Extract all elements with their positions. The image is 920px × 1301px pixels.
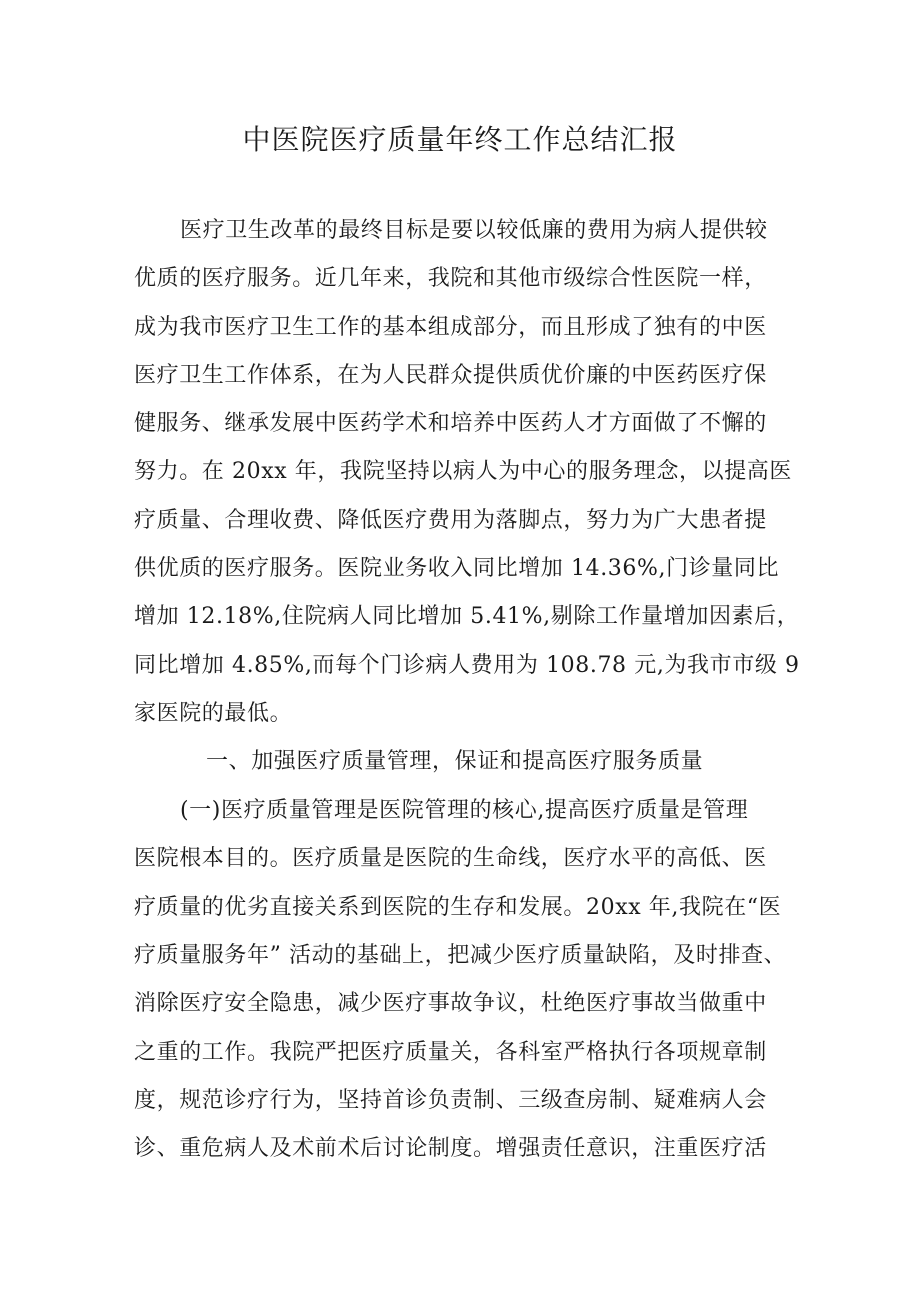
paragraph-line: 努力。在 20xx 年，我院坚持以病人为中心的服务理念，以提高医 <box>134 459 792 484</box>
paragraph-line: 疗质量服务年” 活动的基础上，把减少医疗质量缺陷，及时排查、 <box>134 943 787 968</box>
paragraph-line: 之重的工作。我院严把医疗质量关，各科室严格执行各项规章制 <box>134 1040 767 1065</box>
paragraph-line: 健服务、继承发展中医药学术和培养中医药人才方面做了不懈的 <box>134 411 767 436</box>
paragraph-line: 供优质的医疗服务。医院业务收入同比增加 14.36%,门诊量同比 <box>134 556 780 581</box>
paragraph-line: 优质的医疗服务。近几年来，我院和其他市级综合性医院一样， <box>134 266 767 291</box>
paragraph-line: 医疗卫生工作体系，在为人民群众提供质优价廉的中医药医疗保 <box>134 363 767 388</box>
paragraph-line: (一)医疗质量管理是医院管理的核心,提高医疗质量是管理 <box>180 798 749 823</box>
paragraph-line: 疗质量、合理收费、降低医疗费用为落脚点，努力为广大患者提 <box>134 508 767 533</box>
paragraph-line: 医院根本目的。医疗质量是医院的生命线，医疗水平的高低、医 <box>134 846 767 871</box>
paragraph-line: 疗质量的优劣直接关系到医院的生存和发展。20xx 年,我院在“医 <box>134 895 782 920</box>
paragraph-line: 度，规范诊疗行为，坚持首诊负责制、三级查房制、疑难病人会 <box>134 1088 767 1113</box>
paragraph-line: 医疗卫生改革的最终目标是要以较低廉的费用为病人提供较 <box>180 218 768 243</box>
paragraph-line: 家医院的最低。 <box>134 701 293 726</box>
paragraph-line: 同比增加 4.85%,而每个门诊病人费用为 108.78 元,为我市市级 9 <box>134 653 800 678</box>
paragraph-line: 消除医疗安全隐患，减少医疗事故争议，杜绝医疗事故当做重中 <box>134 991 767 1016</box>
paragraph-line: 诊、重危病人及术前术后讨论制度。增强责任意识，注重医疗活 <box>134 1136 767 1161</box>
section-heading: 一、加强医疗质量管理，保证和提高医疗服务质量 <box>206 749 704 774</box>
document-title: 中医院医疗质量年终工作总结汇报 <box>242 123 678 156</box>
paragraph-line: 成为我市医疗卫生工作的基本组成部分，而且形成了独有的中医 <box>134 315 767 340</box>
paragraph-line: 增加 12.18%,住院病人同比增加 5.41%,剔除工作量增加因素后， <box>134 604 800 629</box>
